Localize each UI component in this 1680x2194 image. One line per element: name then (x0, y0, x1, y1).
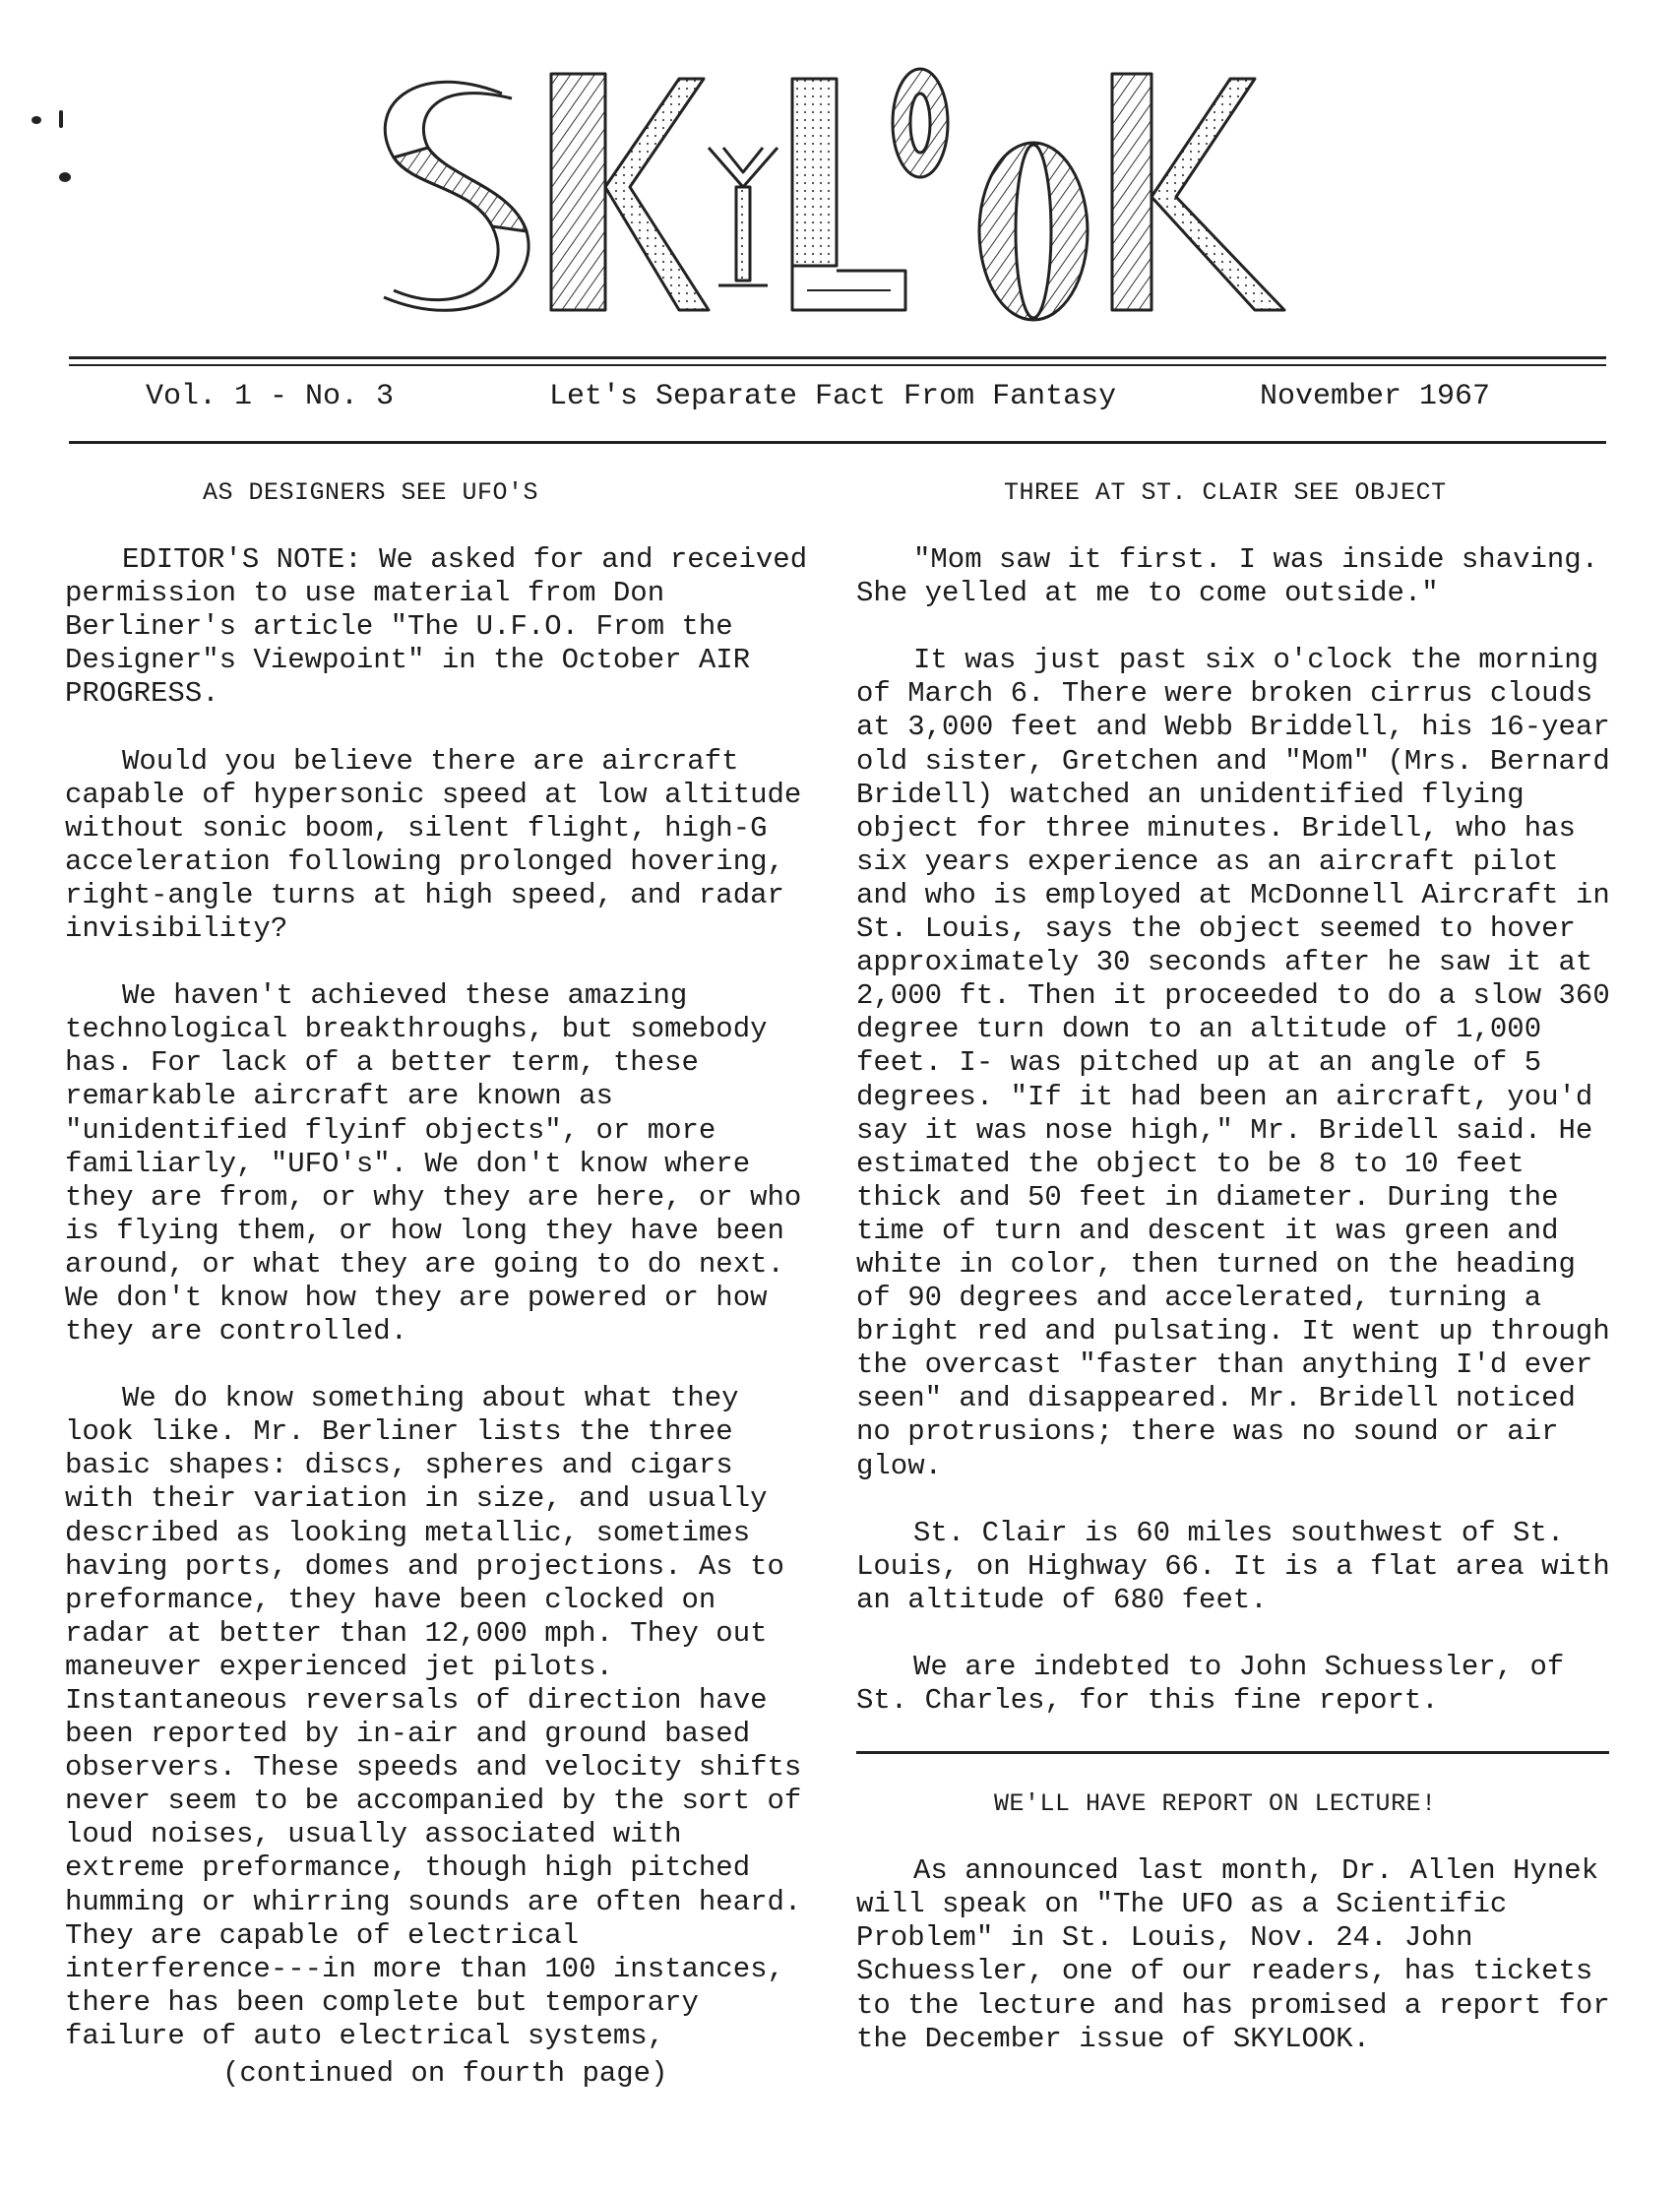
top-rule (69, 356, 1606, 359)
paragraph: It was just past six o'clock the morning of March 6. There were broken cirrus clouds at 3,000 feet and Webb Briddell, his 16-year old sister, Gretchen and "Mom" (Mrs. Bernard Bridell) watched an unidentified flying object for three minutes. Bridell, who has six years experience as an aircraft pilot and who is employed at McDonnell Aircraft in St. Louis, says the object seemed to hover approximately 30 seconds after he saw it at 2,000 ft. Then it proceeded to do a slow 360 degree turn down to an altitude of 1,000 feet. I- was pitched up at an angle of 5 degrees. "If it had been an aircraft, you'd say it was nose high," Mr. Bridell said. He estimated the object to be 8 to 10 feet thick and 50 feet in diameter. During the time of turn and descent it was green and white in color, then turned on the heading of 90 degrees and accelerated, turning a bright red and pulsating. It went up through the overcast "faster than anything I'd ever seen" and disappeared. Mr. Bridell noticed no protrusions; there was no sound or air glow. (856, 644, 1610, 1482)
right-column (856, 476, 1614, 2090)
scan-speck (31, 116, 41, 124)
paragraph: As announced last month, Dr. Allen Hynek will speak on "The UFO as a Scientific Problem" in St. Louis, Nov. 24. John Schuessler, one of our readers, has tickets to the lecture and has promised a report for the December issue of SKYLOOK. (856, 1854, 1610, 2055)
top-rule-double (69, 364, 1606, 366)
paragraph: We do know something about what they look like. Mr. Berliner lists the three basic shapes: discs, spheres and cigars with their variation in size, and usually described as looking metallic, sometimes having ports, domes and projections. As to preformance, they have been clocked on radar at better than 12,000 mph. They out maneuver experienced jet pilots. Instantaneous reversals of direction have been reported by in-air and ground based observers. These speeds and velocity shifts never seem to be accompanied by the sort of loud noises, usually associated with extreme preformance, though high pitched humming or whirring sounds are often heard. They are capable of electrical interference---in more than 100 instances, there has been complete but temporary failure of auto electrical systems, (65, 1382, 802, 2052)
volume-number: Vol. 1 - No. 3 (146, 380, 395, 413)
masthead-logo (354, 39, 1299, 335)
headline-designers: AS DESIGNERS SEE UFO'S (203, 478, 539, 507)
headline-lecture: WE'LL HAVE REPORT ON LECTURE! (994, 1789, 1437, 1819)
paragraph: We are indebted to John Schuessler, of St. Charles, for this fine report. (856, 1650, 1565, 1717)
scan-speck (59, 172, 71, 182)
bottom-rule (69, 441, 1606, 444)
dateline (69, 372, 1604, 421)
scan-speck (59, 110, 63, 128)
headline-st-clair: THREE AT ST. CLAIR SEE OBJECT (1004, 478, 1447, 507)
continuation-note: (continued on fourth page) (222, 2057, 668, 2091)
paragraph: EDITOR'S NOTE: We asked for and received permission to use material from Don Berliner's article "The U.F.O. From the Designer"s Viewpoint" in the October AIR PROGRESS. (65, 543, 808, 711)
paragraph: St. Clair is 60 miles southwest of St. Louis, on Highway 66. It is a flat area with an altitude of 680 feet. (856, 1516, 1610, 1616)
skylook-logo (354, 39, 1299, 335)
paragraph: "Mom saw it first. I was inside shaving. She yelled at me to come outside." (856, 543, 1599, 610)
issue-date: November 1967 (1260, 380, 1491, 413)
paragraph: Would you believe there are aircraft capable of hypersonic speed at low altitude without sonic boom, silent flight, high-G acceleration following prolonged hovering, right-angle turns at high speed, and radar invisibility? (65, 744, 802, 946)
motto: Let's Separate Fact From Fantasy (549, 380, 1117, 413)
paragraph: We haven't achieved these amazing technological breakthroughs, but somebody has. For lack of a better term, these remarkable aircraft are known as "unidentified flyinf objects", or more familiarly, "UFO's". We don't know where they are from, or why they are here, or who is flying them, or how long they have been around, or what they are going to do next. We don't know how they are powered or how they are controlled. (65, 979, 802, 1348)
section-divider (856, 1751, 1609, 1754)
left-column (65, 476, 811, 2091)
